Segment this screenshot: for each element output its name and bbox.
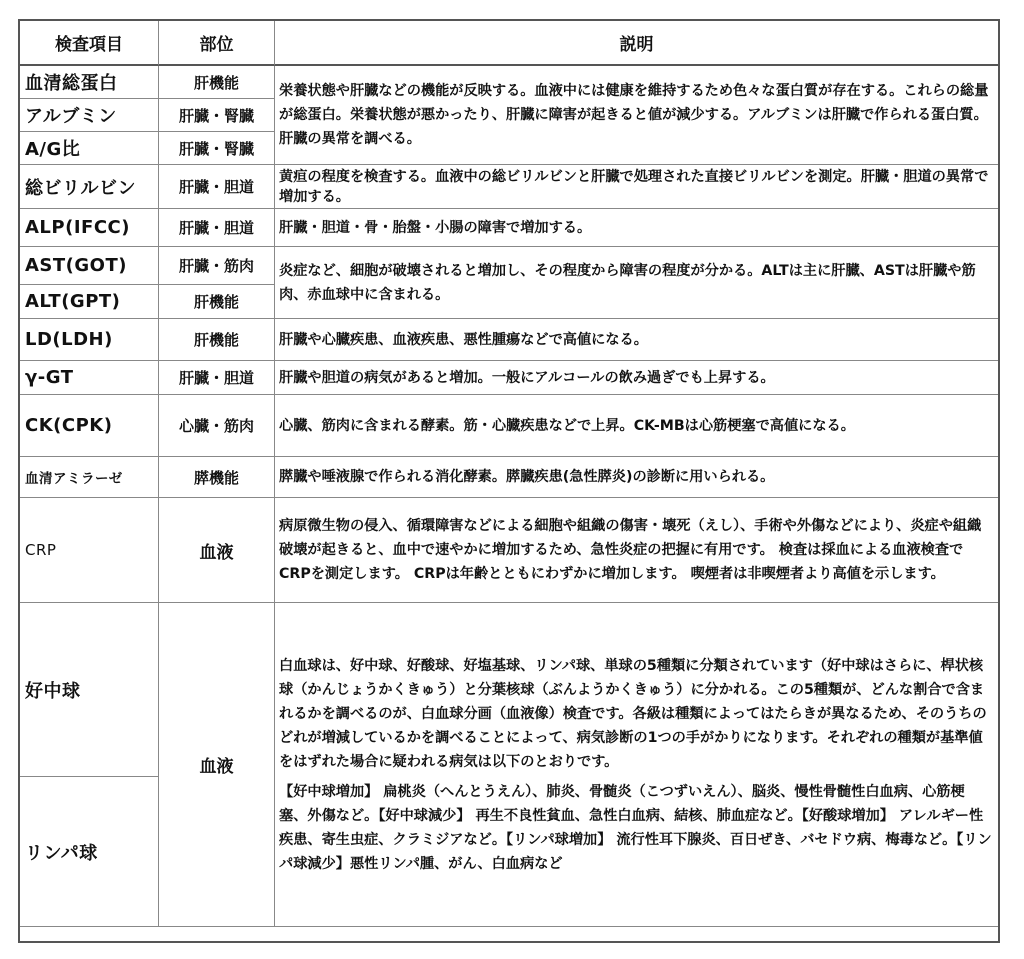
wbc-desc-diseases: 【好中球増加】 扁桃炎（へんとうえん）、肺炎、骨髄炎（こつずいえん）、脳炎、慢性骨髄性白血病、心筋梗塞、外傷など。【好中球減少】 再生不良性貧血、急性白血病、結核、肺血症など。【好酸球増加】 アレルギー性疾患、寄生虫症、クラミジアなど。【リンパ球増加】 流行性耳下腺炎、百日ぜき、バセドウ病、梅毒など。【リンパ球減少】悪性リンパ腫、がん、白血病など: [279, 783, 992, 872]
test-site-albumin: 肝臓・腎臓: [159, 99, 275, 132]
test-name-bilirubin: 総ビリルビン: [20, 165, 159, 209]
test-name-gamma-gt: γ-GT: [20, 361, 159, 395]
test-desc-ast-alt: 炎症など、細胞が破壊されると増加し、その程度から障害の程度が分かる。ALTは主に肝臓、ASTは肝臓や筋肉、赤血球中に含まれる。: [275, 247, 998, 319]
test-site-crp: 血液: [159, 498, 275, 603]
test-name-lymphocyte: リンパ球: [20, 777, 159, 927]
header-item: 検査項目: [20, 21, 159, 66]
header-desc: 説明: [275, 21, 998, 66]
test-site-gamma-gt: 肝臓・胆道: [159, 361, 275, 395]
test-desc-alp: 肝臓・胆道・骨・胎盤・小腸の障害で増加する。: [275, 209, 998, 247]
test-name-amylase: 血清アミラーゼ: [20, 457, 159, 498]
test-name-crp: CRP: [20, 498, 159, 603]
test-site-ck: 心臓・筋肉: [159, 395, 275, 457]
test-site-alt: 肝機能: [159, 285, 275, 319]
header-site: 部位: [159, 21, 275, 66]
test-name-neutrophil: 好中球: [20, 603, 159, 777]
test-desc-protein-group: 栄養状態や肝臓などの機能が反映する。血液中には健康を維持するため色々な蛋白質が存在する。これらの総量が総蛋白。栄養状態が悪かったり、肝臓に障害が起きると値が減少する。アルブミンは肝臓で作られる蛋白質。肝臓の異常を調べる。: [275, 66, 998, 165]
test-desc-wbc: [275, 603, 998, 927]
test-desc-bilirubin: 黄疸の程度を検査する。血液中の総ビリルビンと肝臓で処理された直接ビリルビンを測定。肝臓・胆道の異常で増加する。: [275, 165, 998, 209]
test-desc-crp: 病原微生物の侵入、循環障害などによる細胞や組織の傷害・壊死（えし）、手術や外傷などにより、炎症や組織破壊が起きると、血中で速やかに増加するため、急性炎症の把握に有用です。 検査は採血による血液検査でCRPを測定します。 CRPは年齢とともにわずかに増加します。 喫煙者は非喫煙者より高値を示します。: [275, 498, 998, 603]
test-name-ck: CK(CPK): [20, 395, 159, 457]
test-name-alt: ALT(GPT): [20, 285, 159, 319]
test-name-albumin: アルブミン: [20, 99, 159, 132]
test-site-ast: 肝臓・筋肉: [159, 247, 275, 285]
test-name-alp: ALP(IFCC): [20, 209, 159, 247]
wbc-desc-overview: 白血球は、好中球、好酸球、好塩基球、リンパ球、単球の5種類に分類されています（好中球はさらに、桿状核球（かんじょうかくきゅう）と分葉核球（ぶんようかくきゅう）に分かれる。この5種類が、どんな割合で含まれるかを調べるのが、白血球分画（血液像）検査です。各級は種類によってはたらきが異なるため、そのうちのどれが増減しているかを調べることによって、病気診断の1つの手がかりになります。それぞれの種類が基準値をはずれた場合に疑われる病気は以下のとおりです。: [279, 657, 987, 770]
test-name-total-protein: 血清総蛋白: [20, 66, 159, 99]
test-desc-amylase: 膵臓や唾液腺で作られる消化酵素。膵臓疾患(急性膵炎)の診断に用いられる。: [275, 457, 998, 498]
test-site-alp: 肝臓・胆道: [159, 209, 275, 247]
test-desc-ld: 肝臓や心臓疾患、血液疾患、悪性腫瘍などで高値になる。: [275, 319, 998, 361]
test-site-bilirubin: 肝臓・胆道: [159, 165, 275, 209]
test-site-ld: 肝機能: [159, 319, 275, 361]
test-site-total-protein: 肝機能: [159, 66, 275, 99]
test-desc-ck: 心臓、筋肉に含まれる酵素。筋・心臓疾患などで上昇。CK-MBは心筋梗塞で高値になる。: [275, 395, 998, 457]
lab-test-table: [18, 19, 1000, 943]
test-site-amylase: 膵機能: [159, 457, 275, 498]
test-name-ld: LD(LDH): [20, 319, 159, 361]
test-name-ast: AST(GOT): [20, 247, 159, 285]
test-site-wbc: 血液: [159, 603, 275, 927]
test-name-ag-ratio: A/G比: [20, 132, 159, 165]
test-site-ag-ratio: 肝臓・腎臓: [159, 132, 275, 165]
test-desc-gamma-gt: 肝臓や胆道の病気があると増加。一般にアルコールの飲み過ぎでも上昇する。: [275, 361, 998, 395]
